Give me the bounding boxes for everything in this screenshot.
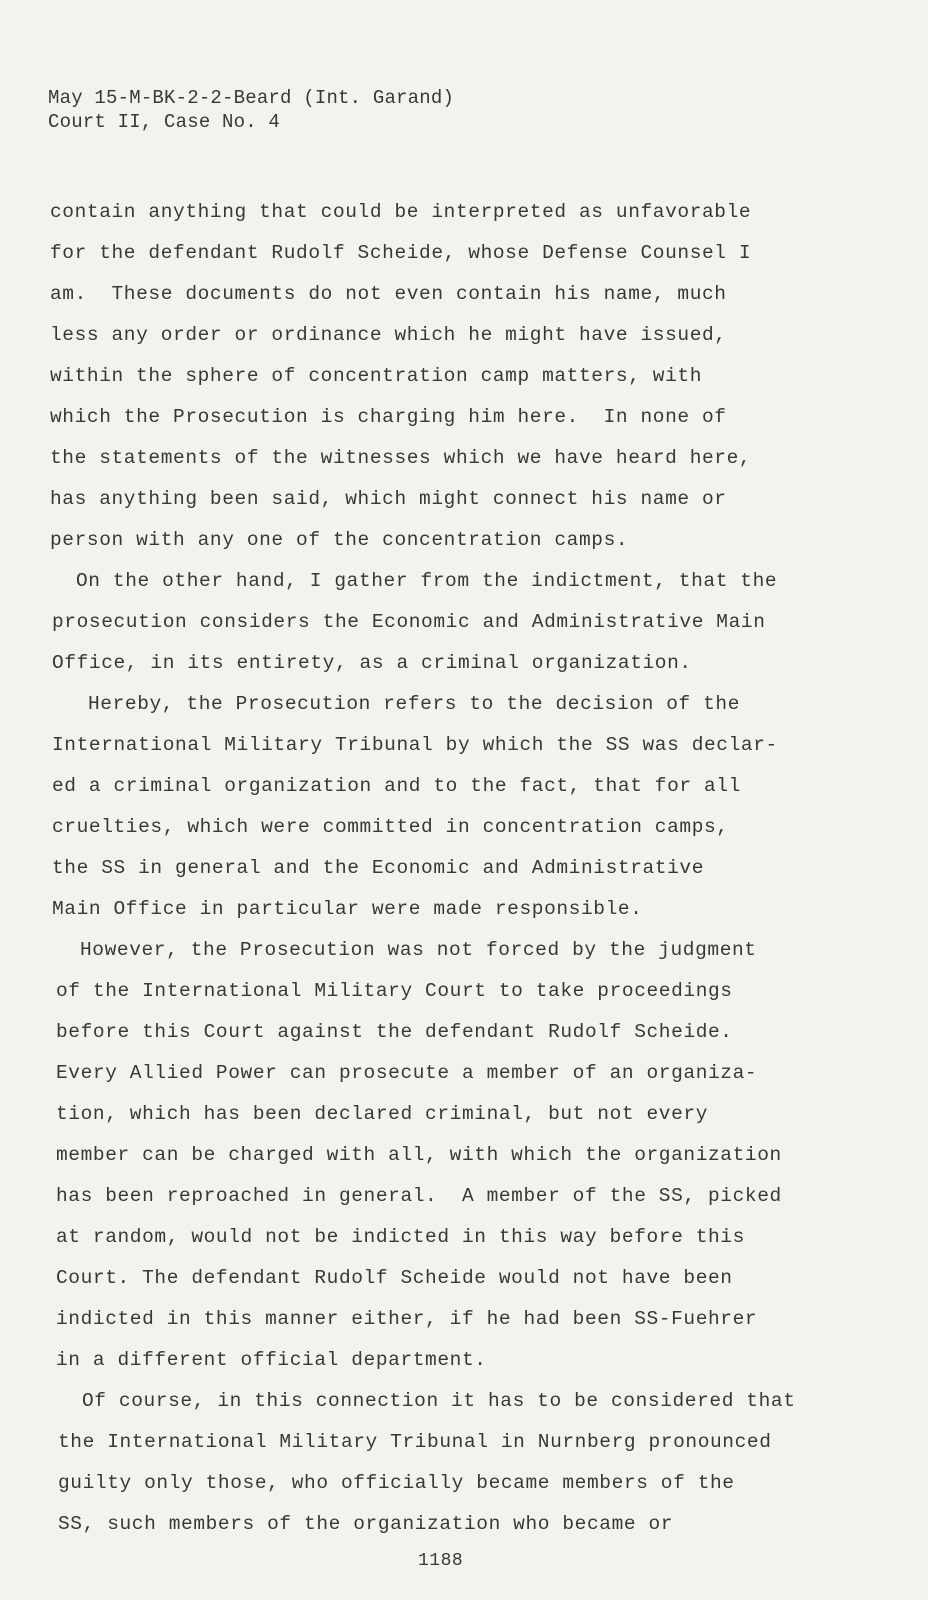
header-docket-line: May 15-M-BK-2-2-Beard (Int. Garand) [48, 87, 455, 109]
text-line: am. These documents do not even contain his name, much [50, 283, 727, 305]
text-line: the SS in general and the Economic and Administrative [52, 857, 705, 879]
text-line: which the Prosecution is charging him here. In none of [50, 406, 727, 428]
text-line: person with any one of the concentration camps. [50, 529, 629, 551]
header-court-line: Court II, Case No. 4 [48, 111, 281, 133]
text-line: prosecution considers the Economic and Administrative Main [52, 611, 766, 633]
text-line: the statements of the witnesses which we have heard here, [50, 447, 752, 469]
text-line: has anything been said, which might connect his name or [50, 488, 727, 510]
text-line: Every Allied Power can prosecute a member of an organiza- [56, 1062, 758, 1084]
text-line: cruelties, which were committed in concentration camps, [52, 816, 729, 838]
text-line: member can be charged with all, with which the organization [56, 1144, 782, 1166]
text-line: less any order or ordinance which he might have issued, [50, 324, 727, 346]
text-line: International Military Tribunal by which the SS was declar- [52, 734, 778, 756]
text-line: contain anything that could be interpreted as unfavorable [50, 201, 752, 223]
paragraph-first-line: Of course, in this connection it has to be considered that [82, 1390, 796, 1412]
text-line: has been reproached in general. A member of the SS, picked [56, 1185, 782, 1207]
text-line: indicted in this manner either, if he had been SS-Fuehrer [56, 1308, 758, 1330]
text-line: at random, would not be indicted in this way before this [56, 1226, 745, 1248]
text-line: SS, such members of the organization who became or [58, 1513, 674, 1535]
paragraph-first-line: On the other hand, I gather from the indictment, that the [76, 570, 778, 592]
text-line: Main Office in particular were made responsible. [52, 898, 643, 920]
text-line: Office, in its entirety, as a criminal organization. [52, 652, 692, 674]
text-line: Court. The defendant Rudolf Scheide would not have been [56, 1267, 733, 1289]
text-line: the International Military Tribunal in Nurnberg pronounced [58, 1431, 772, 1453]
text-line: for the defendant Rudolf Scheide, whose Defense Counsel I [50, 242, 752, 264]
text-line: tion, which has been declared criminal, but not every [56, 1103, 709, 1125]
text-line: in a different official department. [56, 1349, 487, 1371]
text-line: ed a criminal organization and to the fact, that for all [52, 775, 741, 797]
document-header [48, 86, 454, 134]
text-line: within the sphere of concentration camp matters, with [50, 365, 703, 387]
text-line: guilty only those, who officially became members of the [58, 1472, 735, 1494]
paragraph-first-line: Hereby, the Prosecution refers to the decision of the [88, 693, 741, 715]
text-line: of the International Military Court to take proceedings [56, 980, 733, 1002]
paragraph-first-line: However, the Prosecution was not forced by the judgment [80, 939, 757, 961]
text-line: before this Court against the defendant Rudolf Scheide. [56, 1021, 733, 1043]
page-number: 1188 [418, 1551, 464, 1571]
